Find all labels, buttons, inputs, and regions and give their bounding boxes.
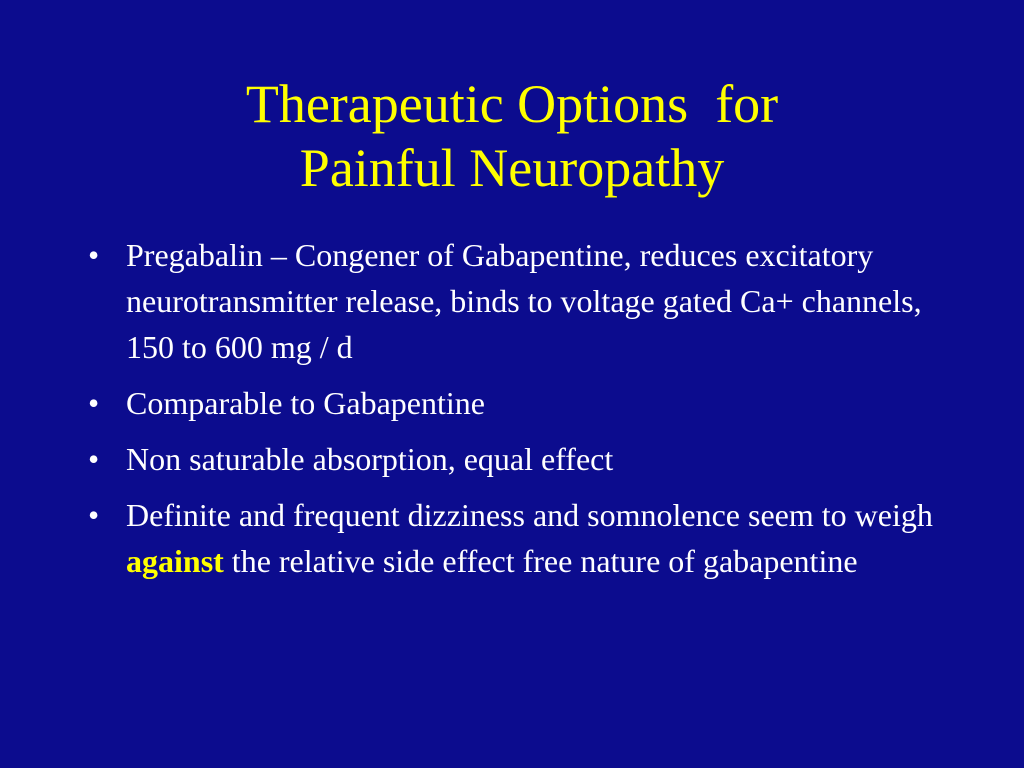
bullet-text: Non saturable absorption, equal effect [126, 441, 614, 477]
bullet-marker: • [88, 385, 100, 421]
slide-title [0, 72, 1024, 200]
bullet-item-pregabalin [82, 232, 942, 370]
bullet-marker: • [88, 441, 100, 477]
bullet-item-comparable [82, 380, 942, 426]
title-line-1: Therapeutic Options for [245, 74, 779, 134]
bullet-item-side-effects [82, 492, 942, 584]
bullet-marker: • [88, 497, 100, 533]
bullet-text: Comparable to Gabapentine [126, 385, 485, 421]
bullet-item-absorption [82, 436, 942, 482]
bullet-text-after: the relative side effect free nature of gabapentine [223, 543, 858, 579]
title-line-2: Painful Neuropathy [299, 138, 725, 198]
bullet-text: Pregabalin – Congener of Gabapentine, reduces excitatory neurotransmitter release, binds to voltage gated Ca+ channels, 150 to 600 mg / d [126, 237, 922, 365]
bullet-text-before: Definite and frequent dizziness and somnolence seem to weigh [126, 497, 933, 533]
emphasis-word: against [126, 543, 224, 579]
bullet-list [82, 232, 942, 594]
bullet-marker: • [88, 237, 100, 273]
